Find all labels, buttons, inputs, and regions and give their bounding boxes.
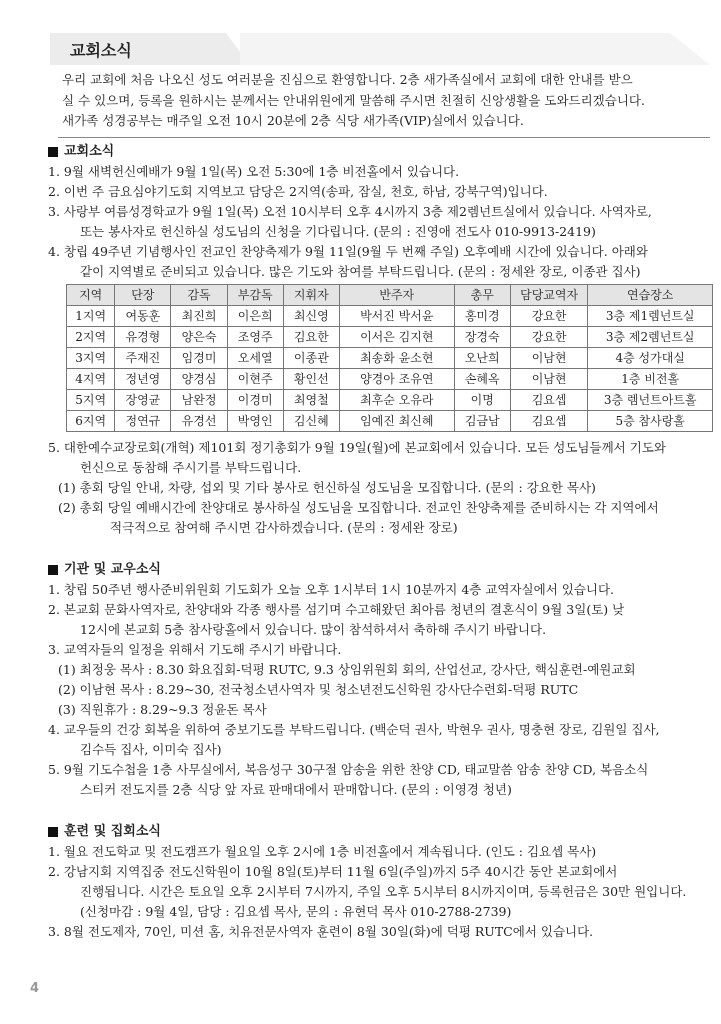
table-cell: 임경미 [171, 348, 227, 369]
table-row [67, 411, 713, 432]
page-number: 4 [30, 981, 40, 996]
welcome-box [58, 66, 710, 138]
column-header: 지휘자 [283, 285, 339, 306]
square-bullet-icon [48, 565, 58, 575]
section-title-institutions: 기관 및 교우소식 [48, 560, 713, 580]
table-cell: 임예진 최신혜 [339, 411, 454, 432]
news-list [48, 162, 713, 282]
table-row [67, 390, 713, 411]
table-cell: 손혜옥 [454, 369, 510, 390]
table-cell: 김요셉 [510, 411, 588, 432]
table-cell: 5층 참사랑홀 [588, 411, 713, 432]
welcome-line: 새가족 성경공부는 매주일 오전 10시 20분에 2층 식당 새가족(VIP)실에서 있습니다. [62, 113, 524, 128]
table-cell: 장영균 [115, 390, 171, 411]
table-cell: 강요한 [510, 306, 588, 327]
table-cell: 박서진 박서윤 [339, 306, 454, 327]
sub-item: (2) 이남현 목사 : 8.29~30, 전국청소년사역자 및 청소년전도신학원 강사단수련회-덕평 RUTC [58, 682, 579, 697]
table-cell: 양은숙 [171, 327, 227, 348]
table-cell: 강요한 [510, 327, 588, 348]
column-header: 총무 [454, 285, 510, 306]
table-cell: 3층 렘넌트아트홀 [588, 390, 713, 411]
list-item: 1. 9월 새벽헌신예배가 9월 1일(목) 오전 5:30에 1층 비전홀에서 있습니다. [48, 164, 460, 179]
sub-item: (1) 최정웅 목사 : 8.30 화요집회-덕평 RUTC, 9.3 상임위원회 회의, 산업선교, 강사단, 핵심훈련-예원교회 [58, 662, 636, 677]
table-cell: 최송화 윤소현 [339, 348, 454, 369]
list-item: 1. 월요 전도학교 및 전도캠프가 월요일 오후 2시에 1층 비전홀에서 계속됩니다. (인도 : 김요셉 목사) [48, 844, 597, 859]
table-cell: 3층 제2렘넌트실 [588, 327, 713, 348]
table-cell: 정년영 [115, 369, 171, 390]
table-row [67, 369, 713, 390]
table-cell: 김요한 [283, 327, 339, 348]
table-cell: 6지역 [67, 411, 115, 432]
column-header: 반주자 [339, 285, 454, 306]
table-cell: 여동훈 [115, 306, 171, 327]
sub-item: (3) 직원휴가 : 8.29~9.3 정윤돈 목사 [58, 702, 267, 717]
column-header: 단장 [115, 285, 171, 306]
table-row [67, 327, 713, 348]
training-list [48, 842, 713, 942]
list-item: 1. 창립 50주년 행사준비위원회 기도회가 오늘 오후 1시부터 1시 10분까지 4층 교역자실에서 있습니다. [48, 582, 615, 597]
column-header: 부감독 [227, 285, 283, 306]
table-cell: 5지역 [67, 390, 115, 411]
column-header: 감독 [171, 285, 227, 306]
list-item: 4. 교우들의 건강 회복을 위하여 중보기도를 부탁드립니다. (백순덕 권사, 박현우 권사, 명충현 장로, 김원일 집사, 김수득 집사, 이미숙 집사) [48, 722, 660, 757]
list-item: 5. 대한예수교장로회(개혁) 제101회 정기총회가 9월 19일(월)에 본교회에서 있습니다. 모든 성도님들께서 기도와 헌신으로 동참해 주시기를 부탁드립니다. [48, 440, 666, 475]
table-cell: 1지역 [67, 306, 115, 327]
table-cell: 1층 비전홀 [588, 369, 713, 390]
list-item: 2. 이번 주 금요심야기도회 지역보고 담당은 2지역(송파, 잠실, 천호, 하남, 강북구역)입니다. [48, 184, 548, 199]
table-cell: 최신영 [283, 306, 339, 327]
column-header: 지역 [67, 285, 115, 306]
header-band-right [240, 33, 710, 65]
sub-item: (1) 총회 당일 안내, 차량, 섭외 및 기타 봉사로 헌신하실 성도님을 모집합니다. (문의 : 강요한 목사) [58, 480, 596, 495]
table-cell: 유경선 [171, 411, 227, 432]
institutions-list [48, 580, 713, 800]
table-cell: 김신혜 [283, 411, 339, 432]
table-cell: 3층 제1렘넌트실 [588, 306, 713, 327]
table-cell: 김금남 [454, 411, 510, 432]
table-cell: 오세열 [227, 348, 283, 369]
table-cell: 4층 성가대실 [588, 348, 713, 369]
list-item: 3. 8월 전도제자, 70인, 미션 홈, 치유전문사역자 훈련이 8월 30일(화)에 덕평 RUTC에서 있습니다. [48, 924, 594, 939]
table-cell: 정연규 [115, 411, 171, 432]
table-cell: 조영주 [227, 327, 283, 348]
table-cell: 최진희 [171, 306, 227, 327]
table-cell: 이남현 [510, 348, 588, 369]
square-bullet-icon [48, 827, 58, 837]
table-cell: 이은희 [227, 306, 283, 327]
column-header: 연습장소 [588, 285, 713, 306]
sub-item: (2) 총회 당일 예배시간에 찬양대로 봉사하실 성도님을 모집합니다. 전교인 찬양축제를 준비하시는 각 지역에서 적극적으로 참여해 주시면 감사하겠습니다. (문의 : 정세완 장로) [58, 500, 659, 535]
table-cell: 이남현 [510, 369, 588, 390]
list-item: 3. 교역자들의 일정을 위해서 기도해 주시기 바랍니다. [48, 642, 342, 657]
table-cell: 3지역 [67, 348, 115, 369]
table-cell: 2지역 [67, 327, 115, 348]
table-cell: 오난희 [454, 348, 510, 369]
table-cell: 4지역 [67, 369, 115, 390]
table-cell: 이서은 김지현 [339, 327, 454, 348]
content [48, 142, 713, 942]
news-list-cont [48, 438, 713, 538]
table-cell: 유경형 [115, 327, 171, 348]
table-cell: 양경심 [171, 369, 227, 390]
page-title: 교회소식 [70, 41, 132, 60]
table-cell: 이명 [454, 390, 510, 411]
table-cell: 김요셉 [510, 390, 588, 411]
table-header-row [67, 285, 713, 306]
list-item: 5. 9월 기도수첩을 1층 사무실에서, 복음성구 30구절 암송을 위한 찬양 CD, 태교말씀 암송 찬양 CD, 복음소식 스티커 전도지를 2층 식당 앞 자료 판매대에서 판매합니다. (문의 : 이영경 청년) [48, 762, 649, 797]
list-item: 4. 창립 49주년 기념행사인 전교인 찬양축제가 9월 11일(9월 두 번째 주일) 오후예배 시간에 있습니다. 아래와 같이 지역별로 준비되고 있습니다. 많은 기도와 참여를 부탁드립니다. (문의 : 정세완 장로, 이종관 집사) [48, 244, 648, 279]
table-cell: 이종관 [283, 348, 339, 369]
list-item: 2. 본교회 문화사역자로, 찬양대와 각종 행사를 섬기며 수고해왔던 최아름 청년의 결혼식이 9월 3일(토) 낮 12시에 본교회 5층 참사랑홀에서 있습니다. 많이 참석하셔서 축하해 주시기 바랍니다. [48, 602, 625, 637]
table-cell: 이경미 [227, 390, 283, 411]
table-cell: 홍미경 [454, 306, 510, 327]
table-cell: 이현주 [227, 369, 283, 390]
welcome-line: 실 수 있으며, 등록을 원하시는 분께서는 안내위원에게 말씀해 주시면 친절히 신앙생활을 도와드리겠습니다. [62, 92, 645, 108]
welcome-line: 우리 교회에 처음 나오신 성도 여러분을 진심으로 환영합니다. 2층 새가족실에서 교회에 대한 안내를 받으 [62, 72, 633, 87]
square-bullet-icon [48, 147, 58, 157]
table-row [67, 306, 713, 327]
section-title-news: 교회소식 [48, 142, 713, 162]
table-cell: 양경아 조유연 [339, 369, 454, 390]
table-cell: 주재진 [115, 348, 171, 369]
table-cell: 최영철 [283, 390, 339, 411]
list-item: 3. 사랑부 여름성경학교가 9월 1일(목) 오전 10시부터 오후 4시까지 3층 제2렘넌트실에서 있습니다. 사역자로, 또는 봉사자로 헌신하실 성도님의 신청을 기다립니다. (문의 : 진영애 전도사 010-9913-2419) [48, 204, 652, 239]
table-cell: 남완정 [171, 390, 227, 411]
table-cell: 최후순 오유라 [339, 390, 454, 411]
region-table [66, 284, 713, 432]
column-header: 담당교역자 [510, 285, 588, 306]
table-cell: 황인선 [283, 369, 339, 390]
table-row [67, 348, 713, 369]
table-cell: 장경숙 [454, 327, 510, 348]
table-cell: 박영인 [227, 411, 283, 432]
section-title-training: 훈련 및 집회소식 [48, 822, 713, 842]
list-item: 2. 강남지회 지역집중 전도신학원이 10월 8일(토)부터 11월 6일(주일)까지 5주 40시간 동안 본교회에서 진행됩니다. 시간은 토요일 오후 2시부터 7시까지, 주일 오후 5시부터 8시까지이며, 등록헌금은 30만 원입니다. (신청마감 : 9월 4일, 담당 : 김요셉 목사, 문의 : 유현덕 목사 010-2788-2739) [48, 864, 687, 919]
